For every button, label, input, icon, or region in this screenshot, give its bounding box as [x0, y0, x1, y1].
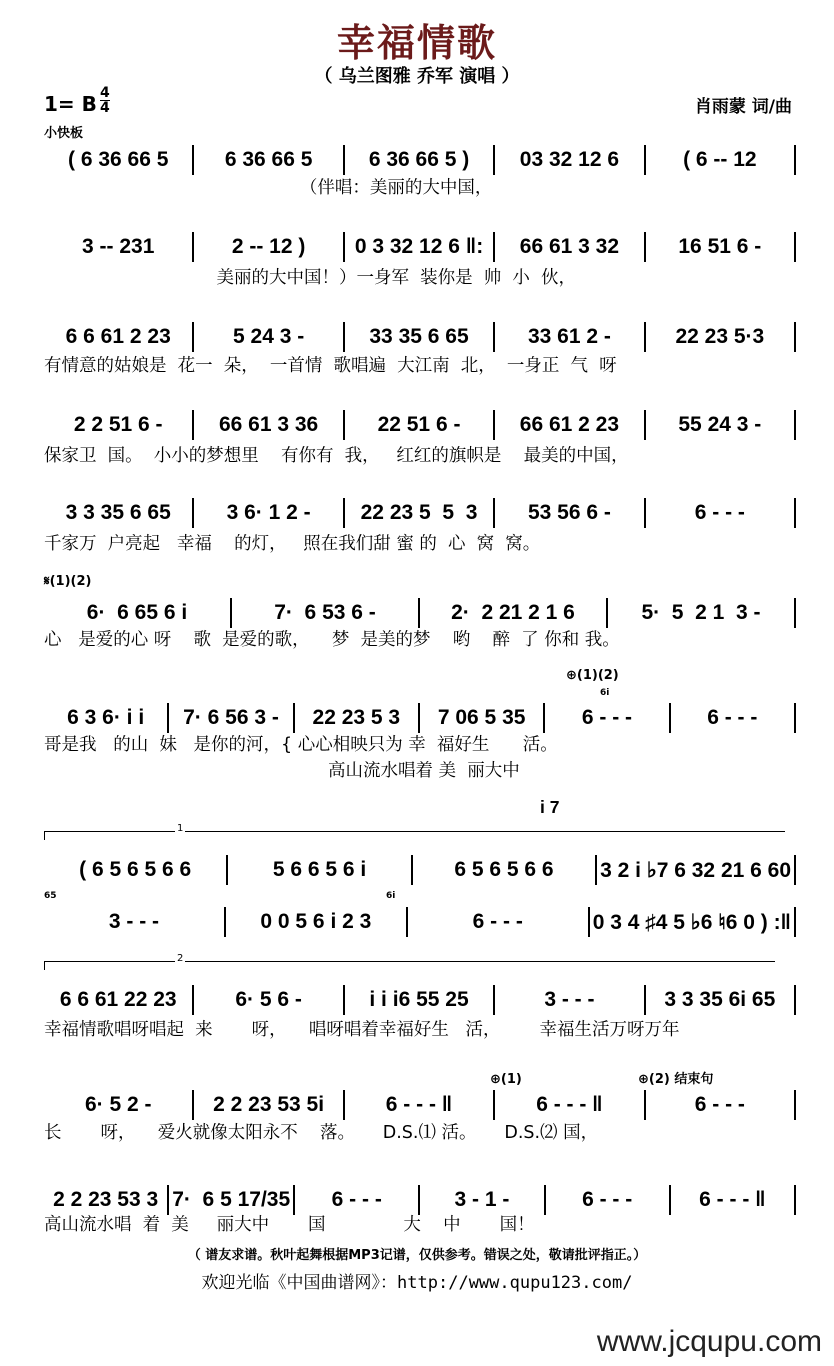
staff-system: [44, 598, 796, 628]
measure: 6 - - -: [694, 501, 745, 524]
measure: 6 5 6 5 6 6: [454, 858, 554, 881]
lyrics-line: 高山流水唱 着 美 丽大中 国 大 中 国！: [44, 1215, 535, 1235]
lyrics-line: 哥是我 的山 妹 是你的河，{ 心心相映只为 幸 福好生 活。: [44, 735, 558, 755]
measure: 6 - - - ‖: [385, 1093, 453, 1116]
measure: 22 23 5·3: [675, 325, 765, 348]
staff-system: [44, 855, 796, 885]
measure: 6 - - -: [472, 910, 523, 933]
measure: 2 2 23 53 5i: [213, 1093, 325, 1116]
staff-system: [44, 703, 796, 733]
lyrics-line: 长 呀， 爱火就像太阳永不 落。 D.S.⑴ 活。 D.S.⑵ 国，: [44, 1123, 599, 1143]
measure: 3 3 35 6i 65: [664, 988, 776, 1011]
measure: ( 6 36 66 5: [68, 148, 169, 171]
measure: 5 6 6 5 6 i: [272, 858, 367, 881]
measure: 6 6 61 2 23: [65, 325, 171, 348]
measure: 3 - - -: [544, 988, 595, 1011]
volta-bracket: [44, 823, 785, 840]
performers: （ 乌兰图雅 乔军 演唱 ）: [314, 66, 520, 87]
measure: 2 2 51 6 -: [73, 413, 163, 436]
barline: [794, 703, 796, 733]
measure: 6 - - - ‖: [699, 1188, 766, 1211]
coda-mark: ⊕(1)(2): [566, 668, 619, 683]
barline: [794, 1090, 796, 1120]
barline: [794, 855, 796, 885]
barline: [794, 1185, 796, 1215]
measure: 53 56 6 -: [527, 501, 611, 524]
measure: 22 51 6 -: [377, 413, 461, 436]
measure: 55 24 3 -: [678, 413, 762, 436]
measure: 6 - - -: [582, 1188, 633, 1211]
measure: 2 -- 12 ): [231, 235, 306, 258]
grace-note: 6i: [600, 688, 610, 698]
lyrics-line: 美丽的大中国！）一身军 装你是 帅 小 伙，: [44, 268, 576, 288]
measure: 3 6· 1 2 -: [226, 501, 311, 524]
grace-note: 6i: [386, 891, 396, 901]
measure: 7· 6 5 17/35: [172, 1188, 291, 1211]
site-link[interactable]: 欢迎光临《中国曲谱网》：http://www.qupu123.com/: [201, 1273, 633, 1293]
measure: 6 - - -: [331, 1188, 382, 1211]
measure: 6· 5 6 -: [235, 988, 302, 1011]
measure: 6· 5 2 -: [84, 1093, 152, 1116]
staff-system: [44, 232, 796, 262]
measure: 33 35 6 65: [369, 325, 469, 348]
segno-mark: 𝄋(1)(2): [44, 574, 92, 589]
grace-note: 65: [44, 891, 57, 901]
watermark: www.jcqupu.com: [596, 1325, 822, 1358]
lyrics-line: 千家万 户亮起 幸福 的灯， 照在我们甜 蜜 的 心 窝 窝。: [44, 534, 541, 554]
barline: [794, 498, 796, 528]
barline: [794, 907, 796, 937]
measure: 5 24 3 -: [233, 325, 305, 348]
lyrics-line: 幸福情歌唱呀唱起 来 呀， 唱呀唱着幸福好生 活， 幸福生活万呀万年: [44, 1020, 680, 1040]
measure: 5· 5 2 1 3 -: [641, 601, 761, 624]
staff-system: [44, 1090, 796, 1120]
measure: 16 51 6 -: [678, 235, 762, 258]
measure: 3 - - -: [108, 910, 160, 933]
measure: 6 36 66 5 ): [368, 148, 470, 171]
measure: 7· 6 53 6 -: [274, 601, 376, 624]
measure: 7 06 5 35: [437, 706, 526, 729]
measure: 6 - - -: [694, 1093, 745, 1116]
key-signature: 1= B: [44, 92, 97, 116]
time-bottom: 4: [100, 100, 110, 116]
measure: 6· 6 65 6 i: [86, 601, 188, 624]
measure: 3 2 i ♭7 6 32 21 6 60: [600, 858, 792, 882]
measure: 0 3 32 12 6 ‖:: [354, 235, 484, 258]
lyrics-line: （伴唱：美丽的大中国，: [44, 178, 493, 198]
measure: 22 23 5 5 3: [360, 501, 478, 524]
coda-mark-2: ⊕(2) 结束句: [638, 1072, 714, 1087]
lyrics-line: 有情意的姑娘是 花一 朵， 一首情 歌唱遍 大江南 北， 一身正 气 呀: [44, 356, 617, 376]
barline: [794, 598, 796, 628]
barline: [794, 232, 796, 262]
measure: 7· 6 56 3 -: [183, 706, 279, 729]
measure: 6 3 6· i i: [67, 706, 145, 729]
staff-system: [44, 322, 796, 352]
measure: 6 - - -: [707, 706, 758, 729]
barline: [794, 985, 796, 1015]
staff-system: [44, 1185, 796, 1215]
measure: 03 32 12 6: [519, 148, 620, 171]
staff-system: [44, 410, 796, 440]
staff-system: [44, 907, 796, 937]
volta-number: 1: [177, 823, 184, 834]
measure: 2· 2 21 2 1 6: [451, 601, 575, 624]
measure: 6 6 61 22 23: [59, 988, 177, 1011]
song-title: 幸福情歌: [336, 21, 497, 65]
volta-number: 2: [177, 953, 184, 964]
measure: 6 36 66 5: [224, 148, 313, 171]
lyrics-line: 保家卫 国。 小小的梦想里 有你有 我， 红红的旗帜是 最美的中国，: [44, 446, 629, 466]
measure: i i i6 55 25: [369, 988, 469, 1011]
measure: 0 3 4 ♯4 5 ♭6 ♮6 0 ) :‖: [592, 910, 792, 934]
transcriber-note: （ 谱友求谱。秋叶起舞根据MP3记谱，仅供参考。错误之处，敬请批评指正。）: [187, 1248, 647, 1263]
volta-bracket: [44, 953, 775, 970]
measure: 6 - - -: [581, 706, 633, 729]
barline: [794, 410, 796, 440]
time-top: 4: [100, 85, 110, 101]
measure: 22 23 5 3: [312, 706, 401, 729]
staff-system: [44, 145, 796, 175]
barline: [794, 145, 796, 175]
coda-mark-1: ⊕(1): [490, 1072, 522, 1087]
measure: 3 - 1 -: [454, 1188, 510, 1211]
staff-system: [44, 985, 796, 1015]
measure: 66 61 3 32: [519, 235, 620, 258]
lyrics-line: 心 是爱的心 呀 歌 是爱的歌， 梦 是美的梦 哟 醉 了 你和 我。: [44, 630, 620, 650]
measure: 66 61 3 36: [218, 413, 319, 436]
barline: [794, 322, 796, 352]
tempo-marking: 小快板: [44, 126, 84, 141]
measure: 6 - - - ‖: [536, 1093, 603, 1116]
lyrics-line: 高山流水唱着 美 丽大中: [328, 761, 520, 781]
measure: 2 2 23 53 3: [53, 1188, 159, 1211]
measure: 3 3 35 6 65: [65, 501, 171, 524]
measure: ( 6 -- 12: [683, 148, 757, 171]
measure: ( 6 5 6 5 6 6: [79, 858, 192, 881]
measure: 3 -- 231: [82, 235, 155, 258]
author: 肖雨蒙 词/曲: [694, 97, 792, 117]
measure: 0 0 5 6 i 2 3: [260, 910, 372, 933]
time-signature: [100, 86, 110, 115]
staff-system: [44, 498, 796, 528]
measure: 33 61 2 -: [527, 325, 611, 348]
measure: 66 61 2 23: [519, 413, 620, 436]
alternate-notes: i 7: [540, 797, 560, 817]
